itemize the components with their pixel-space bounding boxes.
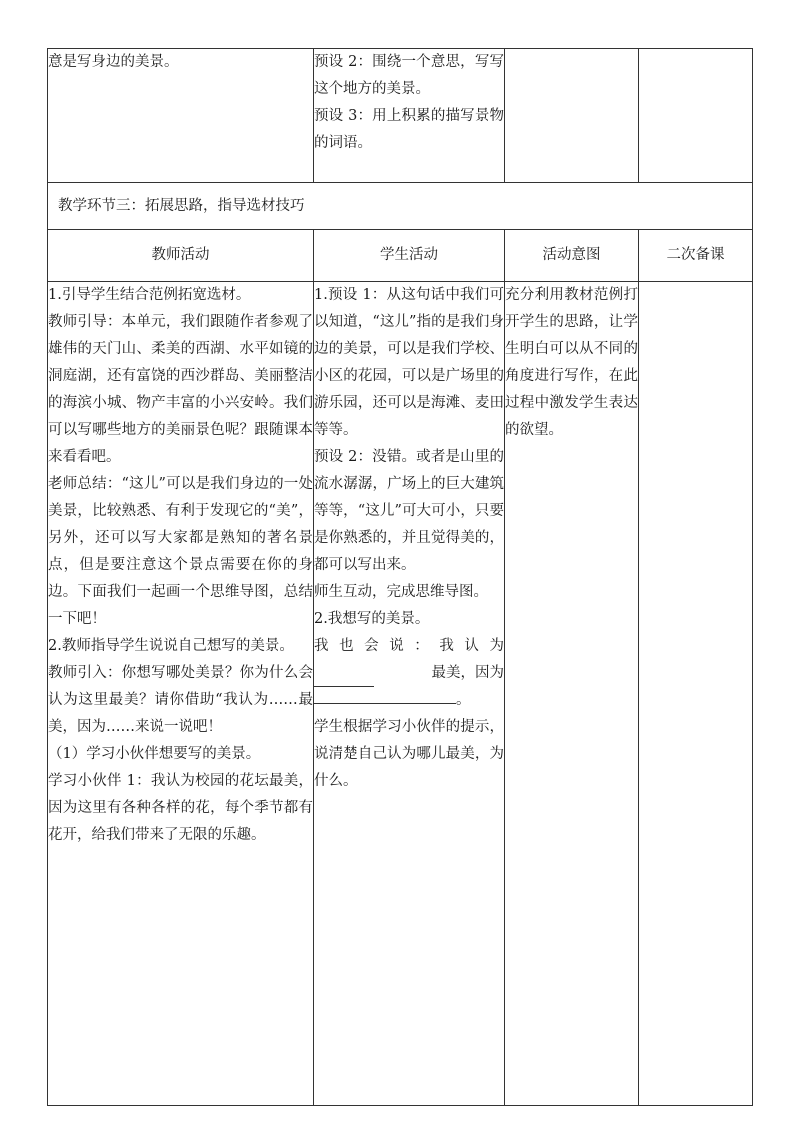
student-paragraph: 学生根据学习小伙伴的提示，说清楚自己认为哪儿最美，为什么。 (314, 719, 504, 789)
teacher-activity-cell (48, 282, 314, 1106)
intent-text: 充分利用教材范例打开学生的思路，让学生明白可以从不同的角度进行写作，在此过程中激发学生表达的欲望。 (505, 287, 638, 438)
fill-in-prefix: 我也会说：我认为 (314, 638, 504, 654)
fill-in-sentence-line3 (314, 687, 504, 714)
student-activity-cell (314, 282, 505, 1106)
teacher-paragraph: 教师引导：本单元，我们跟随作者参观了雄伟的天门山、柔美的西湖、水平如镜的洞庭湖，还有富饶的西沙群岛、美丽整洁的海滨小城、物产丰富的小兴安岭。我们可以写哪些地方的美丽景色呢？跟随课本来看看吧。 (48, 314, 313, 465)
header-intent: 活动意图 (505, 230, 639, 282)
prep-cell (639, 282, 753, 1106)
student-paragraph: 师生互动，完成思维导图。 (314, 584, 488, 600)
lesson-plan-table (47, 48, 753, 1106)
student-paragraph: 2.我想写的美景。 (314, 611, 430, 627)
teacher-continued-text: 意是写身边的美景。 (48, 54, 179, 70)
teacher-paragraph: 教师引入：你想写哪处美景？你为什么会认为这里最美？请你借助“我认为……最美，因为……来说一说吧！ (48, 665, 313, 735)
fill-in-suffix: 。 (456, 692, 471, 708)
blank-line-1 (314, 670, 374, 687)
teacher-cell-continued (48, 49, 314, 183)
content-row (48, 282, 753, 1106)
teacher-paragraph: 学习小伙伴 1：我认为校园的花坛最美，因为这里有各种各样的花，每个季节都有花开，给我们带来了无限的乐趣。 (48, 773, 313, 843)
section-row (48, 183, 753, 230)
student-preset-3: 预设 3：用上积累的描写景物的词语。 (314, 108, 504, 151)
section-title: 教学环节三：拓展思路，指导选材技巧 (48, 183, 753, 230)
teacher-paragraph: 2.教师指导学生说说自己想写的美景。 (48, 638, 294, 654)
header-row (48, 230, 753, 282)
intent-cell (505, 282, 639, 1106)
teacher-paragraph: 老师总结：“这儿”可以是我们身边的一处美景，比较熟悉、有利于发现它的“美”，另外，还可以写大家都是熟知的著名景点，但是要注意这个景点需要在你的身边。下面我们一起画一个思维导图，总结一下吧！ (48, 476, 313, 627)
header-prep: 二次备课 (639, 230, 753, 282)
header-teacher: 教师活动 (48, 230, 314, 282)
intent-cell-continued (505, 49, 639, 183)
student-paragraph: 预设 2：没错。或者是山里的流水潺潺，广场上的巨大建筑等等，“这儿”可大可小，只要是你熟悉的，并且觉得美的，都可以写出来。 (314, 449, 504, 573)
student-cell-continued (314, 49, 505, 183)
fill-in-sentence-line2 (314, 660, 504, 687)
blank-line-2 (314, 687, 456, 704)
student-paragraph: 1.预设 1：从这句话中我们可以知道，“这儿”指的是我们身边的美景，可以是我们学校、小区的花园，可以是广场里的游乐园，还可以是海滩、麦田等等。 (314, 287, 504, 438)
continued-row (48, 49, 753, 183)
fill-in-sentence (314, 633, 504, 660)
fill-in-middle: 最美，因为 (431, 665, 504, 681)
teacher-paragraph: （1）学习小伙伴想要写的美景。 (48, 746, 261, 762)
teacher-paragraph: 1.引导学生结合范例拓宽选材。 (48, 287, 251, 303)
prep-cell-continued (639, 49, 753, 183)
student-preset-2: 预设 2：围绕一个意思，写写这个地方的美景。 (314, 54, 504, 97)
header-student: 学生活动 (314, 230, 505, 282)
